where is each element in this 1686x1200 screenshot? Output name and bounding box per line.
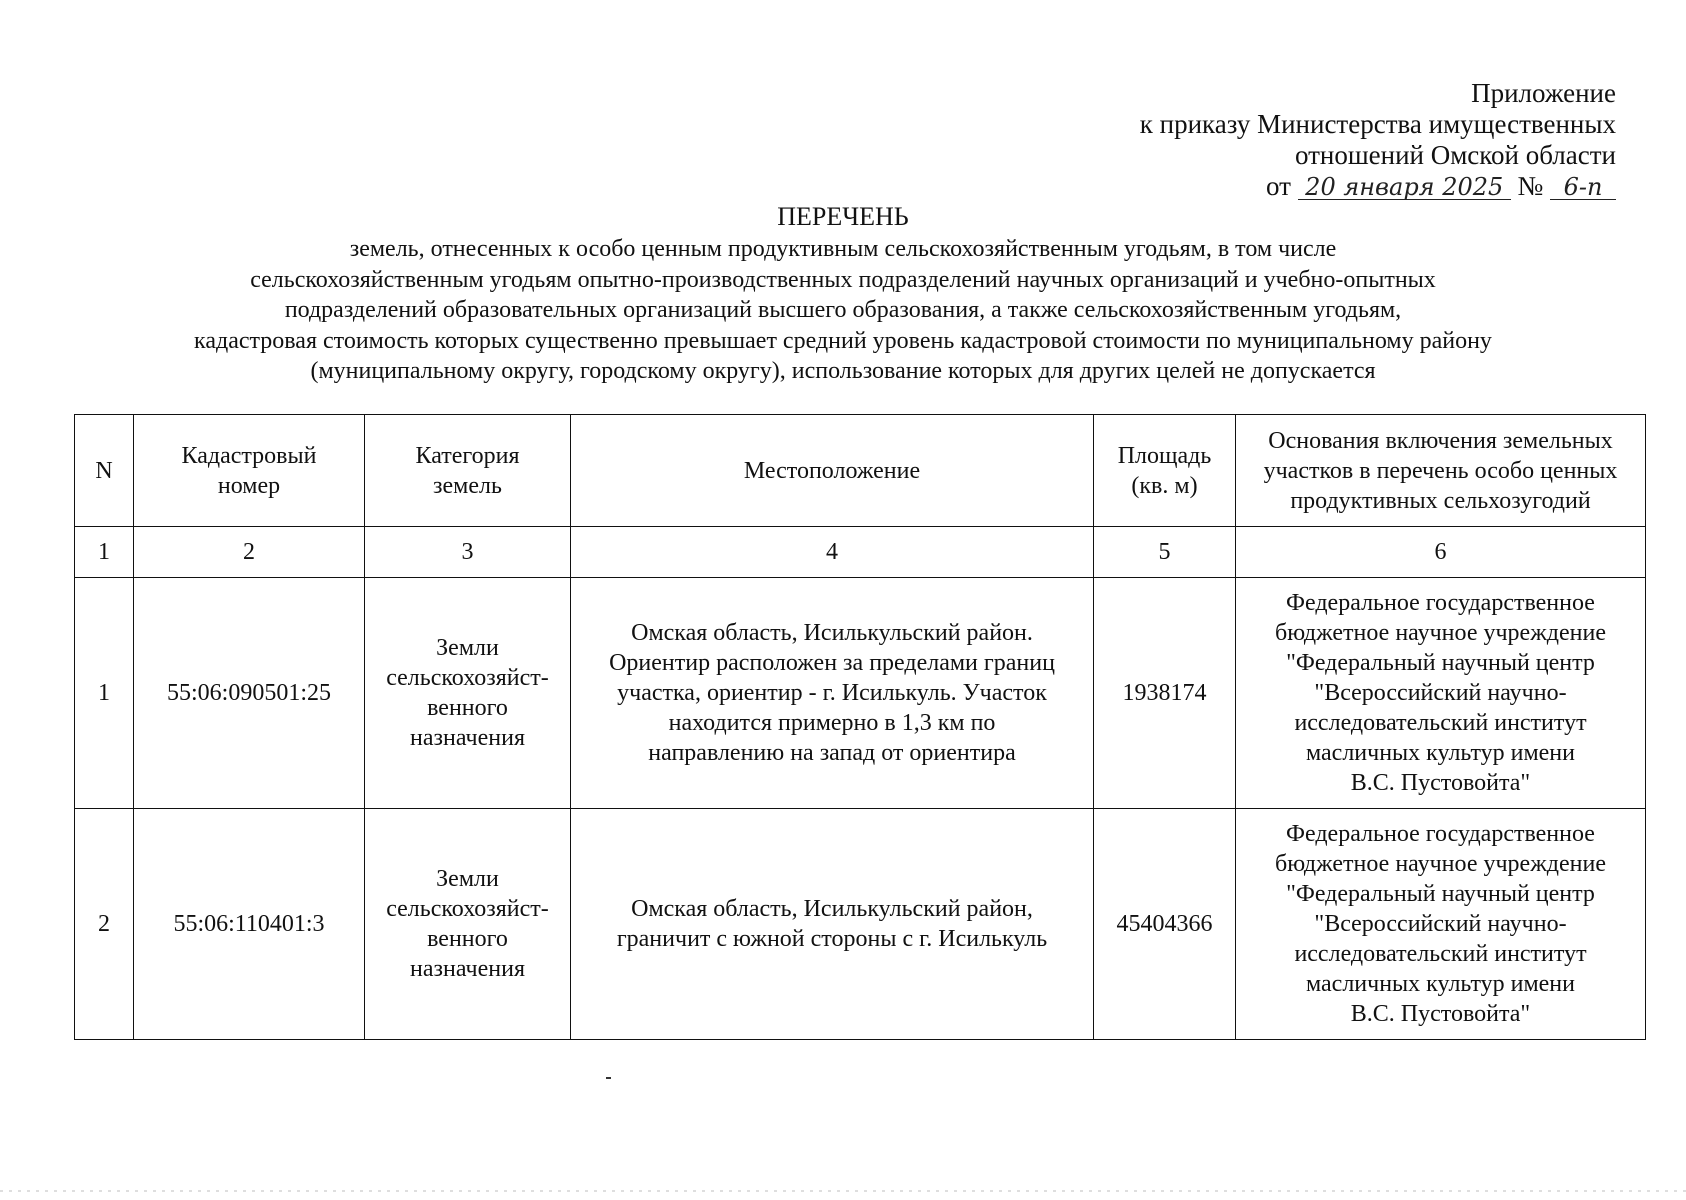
table-row bbox=[75, 809, 1646, 1040]
subtitle-line: кадастровая стоимость которых существенно превышает средний уровень кадастровой стоимости по муниципальному району bbox=[194, 327, 1492, 354]
cell-row-number: 1 bbox=[75, 578, 134, 809]
header-inclusion-basis: Основания включения земельных участков в перечень особо ценных продуктивных сельхозугодий bbox=[1236, 415, 1646, 527]
scan-edge-artifact bbox=[0, 1190, 1686, 1192]
stray-ink-mark bbox=[606, 1077, 611, 1079]
table-header-row bbox=[75, 415, 1646, 527]
cell-cadastral-number: 55:06:110401:3 bbox=[134, 809, 365, 1040]
order-date-prefix: от bbox=[1266, 171, 1291, 201]
appendix-order-ref: к приказу Министерства имущественных bbox=[1139, 109, 1616, 139]
cell-location: Омская область, Исилькульский район. Ориентир расположен за пределами границ участка, ориентир - г. Исилькуль. Участок находится примерно в 1,3 км по направлению на запад от ориентира bbox=[571, 578, 1094, 809]
cell-row-number: 2 bbox=[75, 809, 134, 1040]
order-date-line bbox=[1140, 171, 1616, 202]
column-number: 2 bbox=[134, 527, 365, 578]
subtitle-line: земель, отнесенных к особо ценным продуктивным сельскохозяйственным угодьям, в том числе bbox=[349, 236, 1337, 262]
cell-cadastral-number: 55:06:090501:25 bbox=[134, 578, 365, 809]
cell-inclusion-basis: Федеральное государственное бюджетное научное учреждение "Федеральный научный центр "Всероссийский научно- исследовательский институт масличных культур имени В.С. Пустовойта" bbox=[1236, 578, 1646, 809]
header-cadastral-number: Кадастровый номер bbox=[134, 415, 365, 527]
header-number: N bbox=[75, 415, 134, 527]
header-location: Местоположение bbox=[571, 415, 1094, 527]
header-land-category: Категория земель bbox=[365, 415, 571, 527]
land-registry-table bbox=[74, 414, 1646, 1040]
column-number: 4 bbox=[571, 527, 1094, 578]
subtitle-line: (муниципальному округу, городскому округу), использование которых для других целей не допускается bbox=[310, 358, 1376, 384]
cell-area: 45404366 bbox=[1094, 809, 1236, 1040]
column-number: 6 bbox=[1236, 527, 1646, 578]
column-number: 3 bbox=[365, 527, 571, 578]
column-number: 5 bbox=[1094, 527, 1236, 578]
cell-location: Омская область, Исилькульский район, граничит с южной стороны с г. Исилькуль bbox=[571, 809, 1094, 1040]
document-title: ПЕРЕЧЕНЬ bbox=[777, 202, 909, 231]
column-number: 1 bbox=[75, 527, 134, 578]
cell-inclusion-basis: Федеральное государственное бюджетное научное учреждение "Федеральный научный центр "Всероссийский научно- исследовательский институт масличных культур имени В.С. Пустовойта" bbox=[1236, 809, 1646, 1040]
cell-land-category: Земли сельскохозяйст- венного назначения bbox=[365, 809, 571, 1040]
appendix-header bbox=[1140, 78, 1616, 202]
appendix-label: Приложение bbox=[1471, 78, 1616, 108]
cell-land-category: Земли сельскохозяйст- венного назначения bbox=[365, 578, 571, 809]
table-row bbox=[75, 578, 1646, 809]
subtitle-line: подразделений образовательных организаций высшего образования, а также сельскохозяйственным угодьям, bbox=[284, 297, 1402, 323]
column-numbers-row bbox=[75, 527, 1646, 578]
order-number-sign: № bbox=[1517, 171, 1544, 201]
handwritten-order-number: 6-п bbox=[1550, 175, 1616, 200]
cell-area: 1938174 bbox=[1094, 578, 1236, 809]
handwritten-order-date: 20 января 2025 bbox=[1298, 175, 1511, 200]
appendix-ministry: отношений Омской области bbox=[1294, 140, 1616, 170]
header-area: Площадь (кв. м) bbox=[1094, 415, 1236, 527]
document-subtitle bbox=[100, 234, 1586, 387]
subtitle-line: сельскохозяйственным угодьям опытно-производственных подразделений научных организаций и учебно-опытных bbox=[250, 266, 1436, 293]
